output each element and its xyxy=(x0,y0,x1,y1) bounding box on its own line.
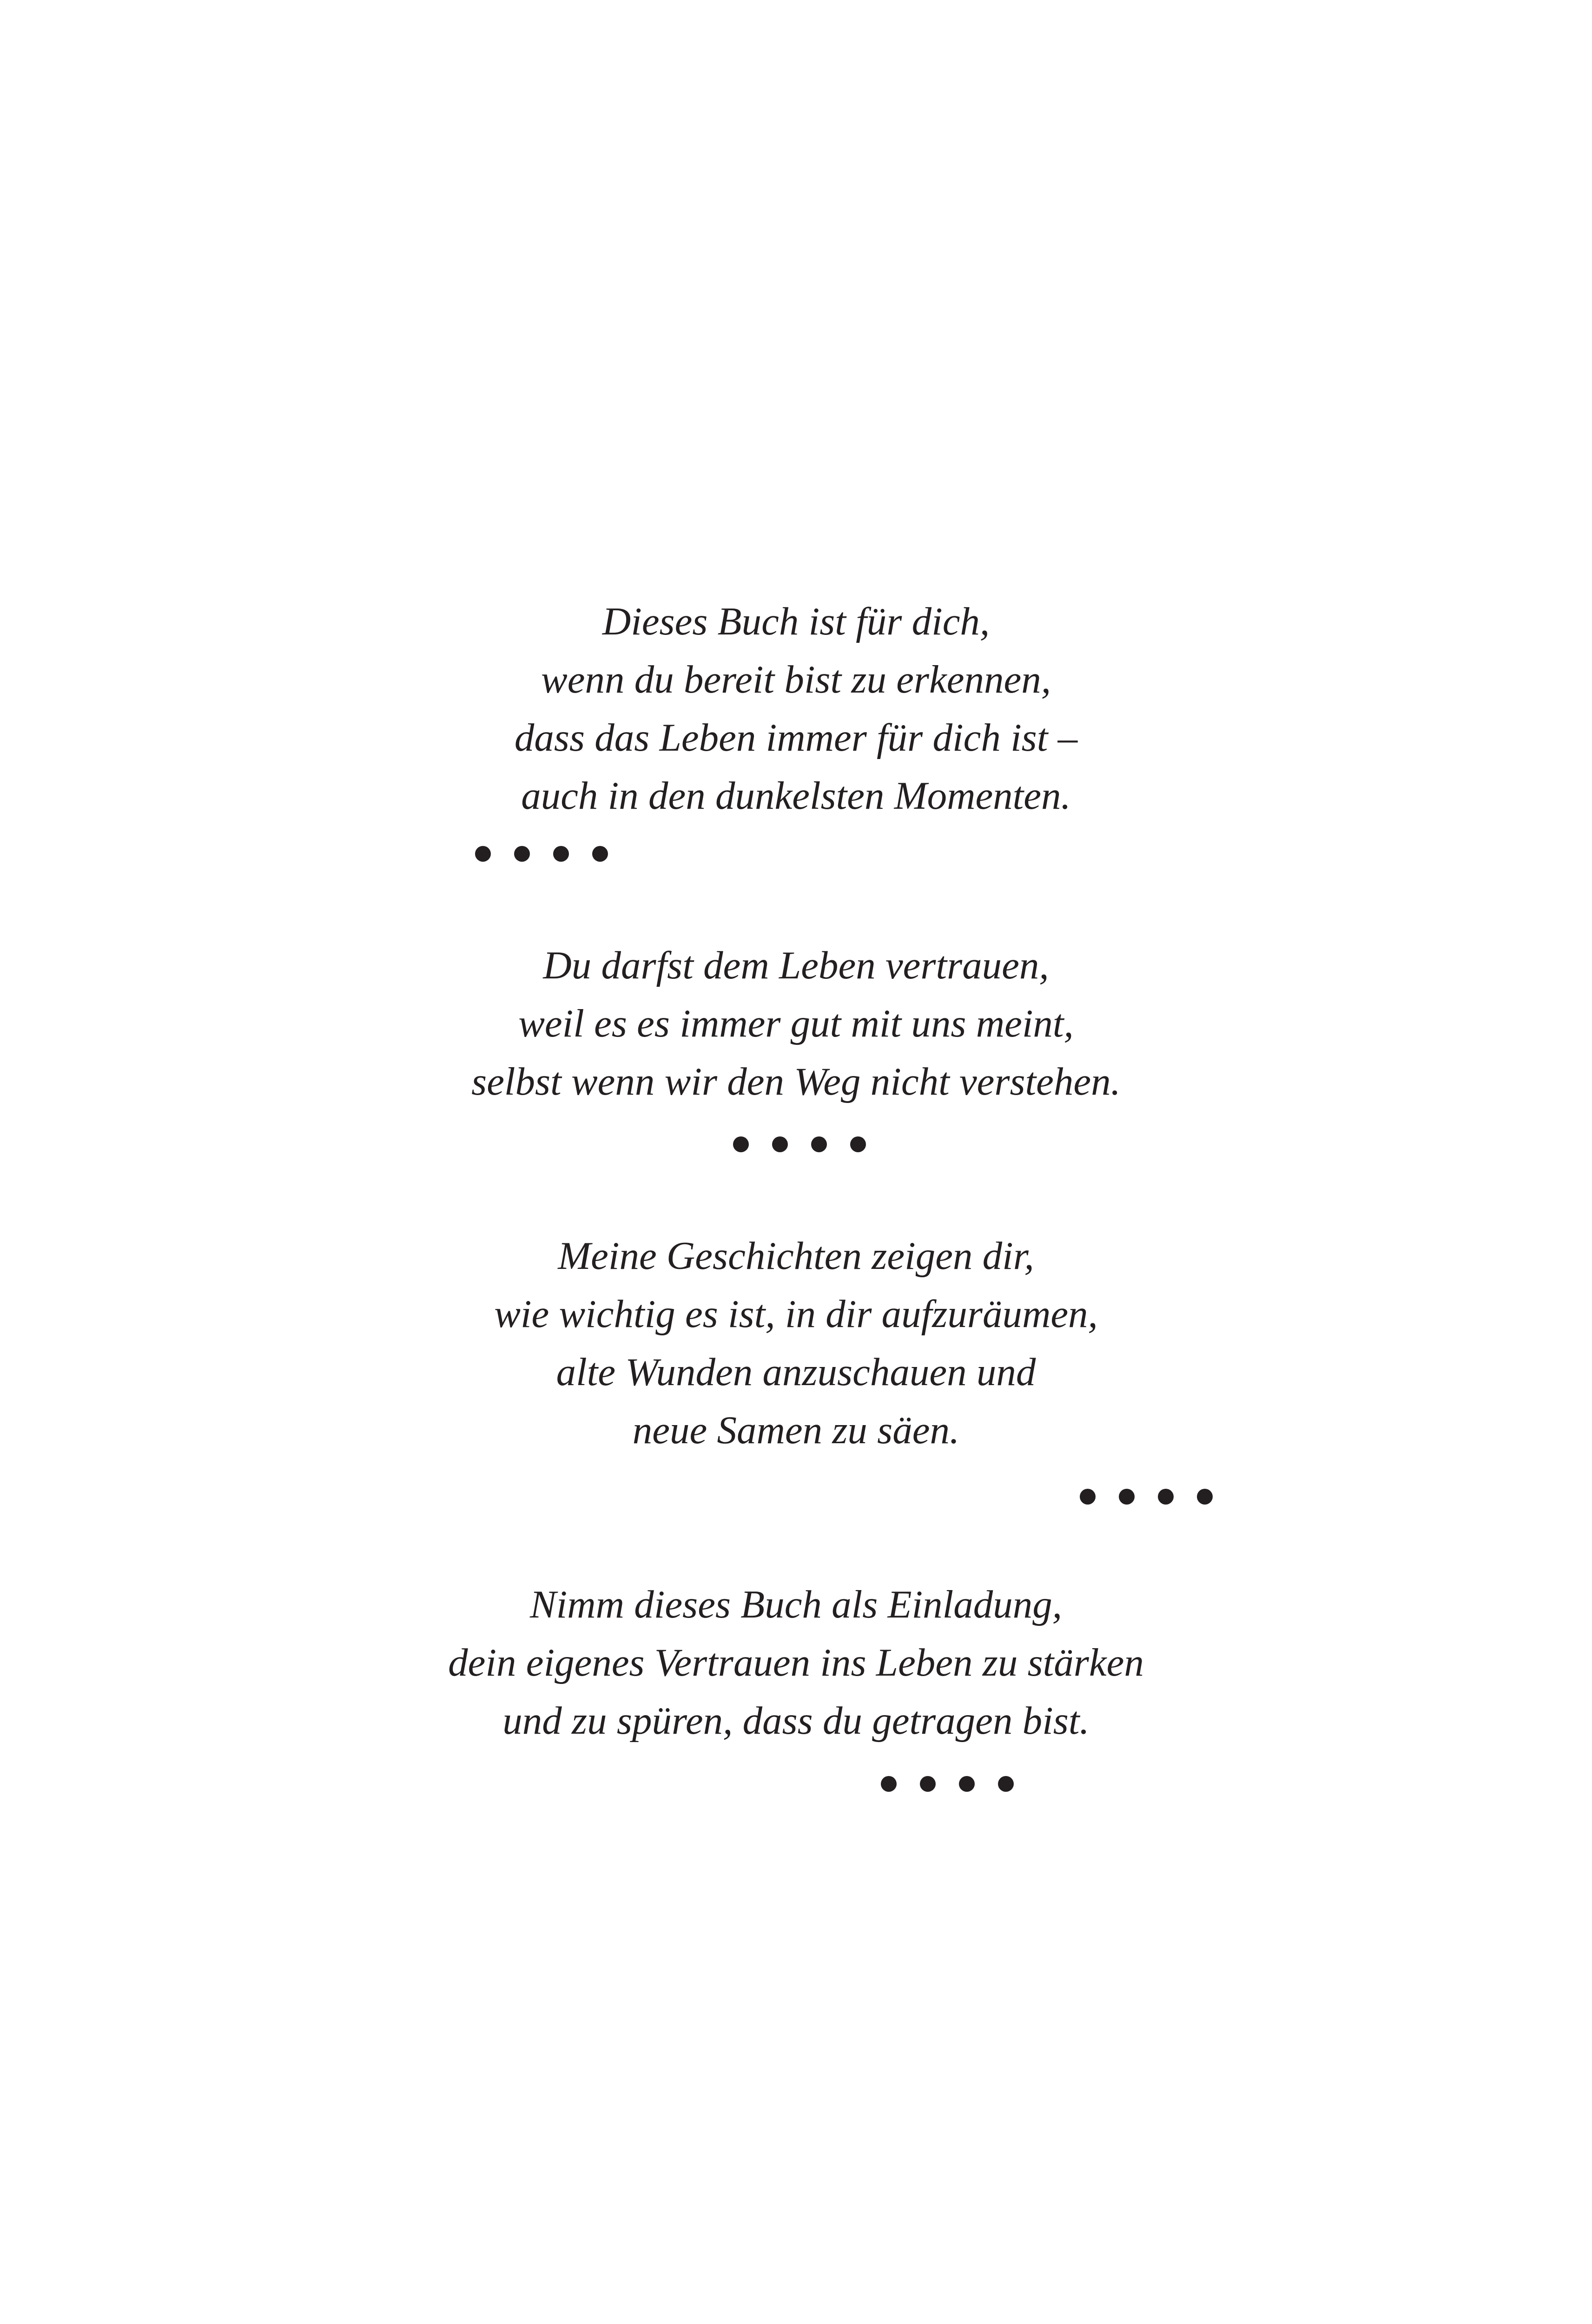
stanza-4 xyxy=(0,1576,1592,1750)
four-dots-icon xyxy=(1080,1487,1213,1506)
dot xyxy=(733,1136,749,1152)
stanza-line: selbst wenn wir den Weg nicht verstehen. xyxy=(471,1060,1121,1103)
stanza-line: auch in den dunkelsten Momenten. xyxy=(521,774,1071,818)
dot xyxy=(772,1136,788,1152)
stanza-line: Du darfst dem Leben vertrauen, xyxy=(543,944,1049,987)
four-dots-icon xyxy=(475,845,608,863)
dot xyxy=(475,846,491,862)
stanza-2 xyxy=(0,937,1592,1111)
stanza-1 xyxy=(0,593,1592,825)
stanza-line: wie wichtig es ist, in dir aufzuräumen, xyxy=(494,1292,1098,1336)
stanza-line: weil es es immer gut mit uns meint, xyxy=(518,1002,1074,1045)
dot xyxy=(881,1776,897,1792)
dot xyxy=(1158,1489,1174,1505)
stanza-line: Meine Geschichten zeigen dir, xyxy=(558,1234,1034,1278)
stanza-line: wenn du bereit bist zu erkennen, xyxy=(541,658,1051,701)
dot xyxy=(998,1776,1014,1792)
dot xyxy=(592,846,608,862)
dot xyxy=(1119,1489,1135,1505)
stanza-line: alte Wunden anzuschauen und xyxy=(556,1350,1036,1394)
four-dots-icon xyxy=(881,1775,1014,1793)
dot xyxy=(1080,1489,1096,1505)
stanza-line: neue Samen zu säen. xyxy=(632,1408,960,1452)
dot xyxy=(959,1776,975,1792)
stanza-3 xyxy=(0,1227,1592,1459)
stanza-line: dein eigenes Vertrauen ins Leben zu stärken xyxy=(448,1641,1144,1684)
dot xyxy=(1197,1489,1213,1505)
stanza-line: und zu spüren, dass du getragen bist. xyxy=(502,1699,1090,1743)
dot xyxy=(553,846,569,862)
dot xyxy=(920,1776,936,1792)
dot xyxy=(811,1136,827,1152)
four-dots-icon xyxy=(733,1135,866,1154)
dot xyxy=(514,846,530,862)
dot xyxy=(850,1136,866,1152)
stanza-line: Dieses Buch ist für dich, xyxy=(602,600,990,643)
stanza-line: dass das Leben immer für dich ist – xyxy=(514,716,1078,759)
stanza-line: Nimm dieses Buch als Einladung, xyxy=(529,1583,1063,1626)
